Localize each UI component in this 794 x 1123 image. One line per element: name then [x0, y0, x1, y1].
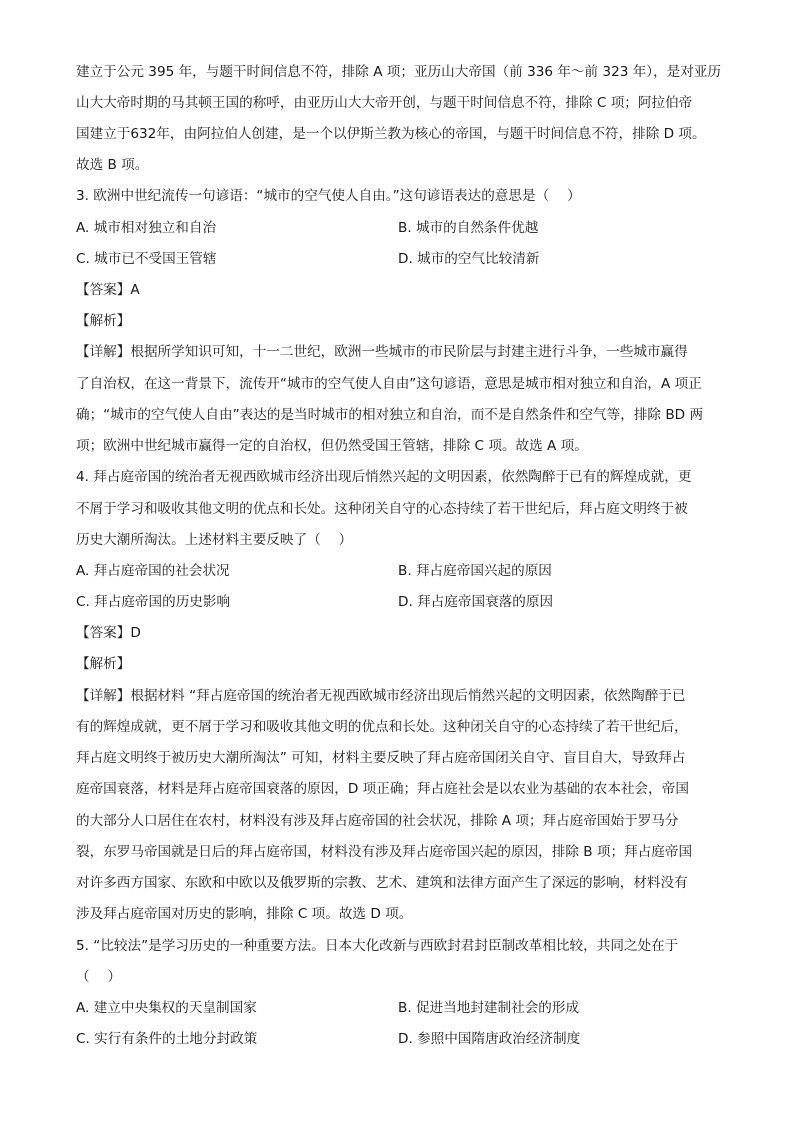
q3-answer: 【答案】A: [76, 282, 140, 298]
question-4-stem: 历史大潮所淘汰。上述材料主要反映了（ ）: [76, 532, 353, 548]
analysis-line: 山大大帝时期的马其顿王国的称呼，由亚历山大大帝开创，与题干时间信息不符，排除 C 项；阿拉伯帝: [76, 95, 693, 111]
q5-option-b: B. 促进当地封建制社会的形成: [398, 1000, 580, 1016]
q3-detail-line: 了自治权，在这一背景下，流传开“城市的空气使人自由”这句谚语，意思是城市相对独立和自治，A 项正: [76, 376, 702, 392]
q3-option-c: C. 城市已不受国王管辖: [76, 251, 217, 267]
question-5-stem: （ ）: [76, 969, 122, 985]
q4-detail-line: 涉及拜占庭帝国对历史的影响，排除 C 项。故选 D 项。: [76, 906, 413, 922]
q4-detail-line: 庭帝国衰落，材料是拜占庭帝国衰落的原因，D 项正确；拜占庭社会是以农业为基础的农本社会，帝国: [76, 781, 689, 797]
analysis-line: 国建立于632年，由阿拉伯人创建，是一个以伊斯兰教为核心的帝国，与题干时间信息不符，排除 D 项。: [76, 126, 706, 142]
question-3-stem: 3. 欧洲中世纪流传一句谚语：“城市的空气使人自由。”这句谚语表达的意思是（ ）: [76, 188, 581, 204]
q3-detail-line: 确；“城市的空气使人自由”表达的是当时城市的相对独立和自治，而不是自然条件和空气等，排除 BD 两: [76, 407, 704, 423]
q4-option-a: A. 拜占庭帝国的社会状况: [76, 563, 230, 579]
question-4-stem: 4. 拜占庭帝国的统治者无视西欧城市经济出现后悄然兴起的文明因素，依然陶醉于已有的辉煌成就，更: [76, 469, 692, 485]
q4-detail-line: 【详解】根据材料 “拜占庭帝国的统治者无视西欧城市经济出现后悄然兴起的文明因素，依然陶醉于已: [76, 688, 686, 704]
q5-option-a: A. 建立中央集权的天皇制国家: [76, 1000, 257, 1016]
analysis-line: 建立于公元 395 年，与题干时间信息不符，排除 A 项；亚历山大帝国（前 336 年～前 323 年），是对亚历: [76, 64, 722, 80]
q4-detail-line: 对许多西方国家、东欧和中欧以及俄罗斯的宗教、艺术、建筑和法律方面产生了深远的影响，材料没有: [76, 875, 688, 891]
q3-option-a: A. 城市相对独立和自治: [76, 220, 217, 236]
q4-analysis-heading: 【解析】: [76, 656, 131, 672]
q3-detail-line: 项；欧洲中世纪城市赢得一定的自治权，但仍然受国王管辖，排除 C 项。故选 A 项。: [76, 438, 588, 454]
q3-analysis-heading: 【解析】: [76, 313, 131, 329]
q3-option-b: B. 城市的自然条件优越: [398, 220, 539, 236]
analysis-line: 故选 B 项。: [76, 157, 149, 173]
q5-option-d: D. 参照中国隋唐政治经济制度: [398, 1031, 581, 1047]
question-5-stem: 5. “比较法”是学习历史的一种重要方法。日本大化改新与西欧封君封臣制改革相比较，共同之处在于: [76, 938, 679, 954]
q4-answer: 【答案】D: [76, 625, 141, 641]
q4-detail-line: 有的辉煌成就，更不屑于学习和吸收其他文明的优点和长处。这种闭关自守的心态持续了若干世纪后，: [76, 719, 688, 735]
question-4-stem: 不屑于学习和吸收其他文明的优点和长处。这种闭关自守的心态持续了若干世纪后，拜占庭文明终于被: [76, 501, 688, 517]
q4-option-b: B. 拜占庭帝国兴起的原因: [398, 563, 552, 579]
q3-detail-line: 【详解】根据所学知识可知，十一二世纪，欧洲一些城市的市民阶层与封建主进行斗争，一些城市赢得: [76, 344, 688, 360]
q4-option-c: C. 拜占庭帝国的历史影响: [76, 594, 231, 610]
q4-detail-line: 的大部分人口居住在农村，材料没有涉及拜占庭帝国的社会状况，排除 A 项；拜占庭帝国始于罗马分: [76, 813, 679, 829]
q5-option-c: C. 实行有条件的土地分封政策: [76, 1031, 258, 1047]
q3-option-d: D. 城市的空气比较清新: [398, 251, 540, 267]
q4-option-d: D. 拜占庭帝国衰落的原因: [398, 594, 554, 610]
q4-detail-line: 裂，东罗马帝国就是日后的拜占庭帝国，材料没有涉及拜占庭帝国兴起的原因，排除 B 项；拜占庭帝国: [76, 844, 693, 860]
q4-detail-line: 拜占庭文明终于被历史大潮所淘汰” 可知，材料主要反映了拜占庭帝国闭关自守、盲目自大，导致拜占: [76, 750, 686, 766]
